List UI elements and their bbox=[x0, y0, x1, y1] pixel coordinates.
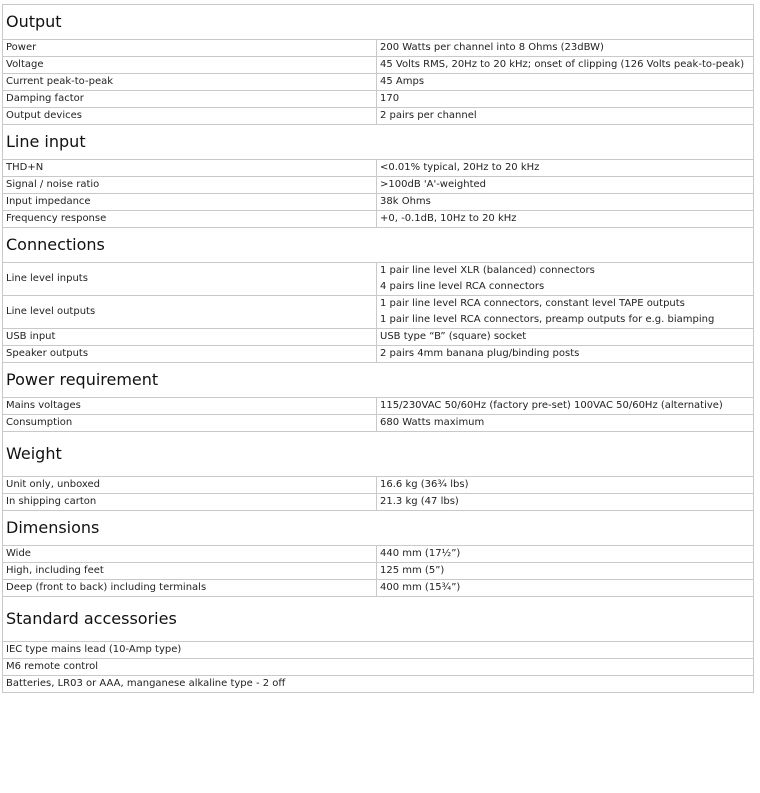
spec-value bbox=[377, 91, 754, 108]
spec-value-line: 45 Amps bbox=[380, 76, 425, 87]
spec-table bbox=[2, 4, 754, 693]
section-header bbox=[3, 597, 754, 642]
spec-row bbox=[3, 546, 754, 563]
spec-row bbox=[3, 263, 754, 296]
spec-value bbox=[377, 57, 754, 74]
section-title: Standard accessories bbox=[3, 597, 754, 642]
spec-value bbox=[377, 211, 754, 228]
spec-value-line: USB type “B” (square) socket bbox=[380, 331, 527, 342]
spec-value-line: 1 pair line level RCA connectors, preamp outputs for e.g. biamping bbox=[380, 314, 715, 325]
spec-value bbox=[377, 108, 754, 125]
spec-label: Speaker outputs bbox=[3, 346, 377, 363]
spec-row bbox=[3, 194, 754, 211]
section-header bbox=[3, 228, 754, 263]
section-title: Dimensions bbox=[3, 511, 754, 546]
accessory-item: M6 remote control bbox=[3, 659, 754, 676]
spec-label: Frequency response bbox=[3, 211, 377, 228]
spec-value bbox=[377, 74, 754, 91]
spec-row bbox=[3, 329, 754, 346]
spec-row bbox=[3, 296, 754, 329]
section-title: Weight bbox=[3, 432, 754, 477]
spec-row bbox=[3, 415, 754, 432]
accessory-row bbox=[3, 642, 754, 659]
accessory-row bbox=[3, 676, 754, 693]
spec-label: High, including feet bbox=[3, 563, 377, 580]
spec-label: Voltage bbox=[3, 57, 377, 74]
spec-row bbox=[3, 91, 754, 108]
spec-value bbox=[377, 329, 754, 346]
section-header bbox=[3, 432, 754, 477]
spec-value-line: 2 pairs per channel bbox=[380, 110, 477, 121]
spec-value-line: 45 Volts RMS, 20Hz to 20 kHz; onset of clipping (126 Volts peak-to-peak) bbox=[380, 59, 745, 70]
spec-value-line: 16.6 kg (36¾ lbs) bbox=[380, 479, 469, 490]
spec-label: Line level inputs bbox=[3, 263, 377, 296]
spec-label: Power bbox=[3, 40, 377, 57]
spec-label: Line level outputs bbox=[3, 296, 377, 329]
section-title: Power requirement bbox=[3, 363, 754, 398]
spec-value-line: 1 pair line level XLR (balanced) connectors bbox=[380, 265, 595, 276]
spec-value-line: 440 mm (17½”) bbox=[380, 548, 461, 559]
spec-value-line: <0.01% typical, 20Hz to 20 kHz bbox=[380, 162, 540, 173]
spec-value bbox=[377, 546, 754, 563]
spec-row bbox=[3, 580, 754, 597]
spec-label: Current peak-to-peak bbox=[3, 74, 377, 91]
accessory-item: Batteries, LR03 or AAA, manganese alkaline type - 2 off bbox=[3, 676, 754, 693]
accessory-row bbox=[3, 659, 754, 676]
spec-row bbox=[3, 74, 754, 91]
spec-row bbox=[3, 40, 754, 57]
spec-value bbox=[377, 398, 754, 415]
section-header bbox=[3, 125, 754, 160]
spec-value bbox=[377, 177, 754, 194]
section-header bbox=[3, 5, 754, 40]
spec-label: Unit only, unboxed bbox=[3, 477, 377, 494]
spec-row bbox=[3, 108, 754, 125]
spec-value bbox=[377, 40, 754, 57]
spec-row bbox=[3, 398, 754, 415]
spec-row bbox=[3, 211, 754, 228]
spec-value bbox=[377, 296, 754, 329]
spec-row bbox=[3, 477, 754, 494]
spec-value bbox=[377, 494, 754, 511]
spec-label: Wide bbox=[3, 546, 377, 563]
spec-row bbox=[3, 494, 754, 511]
spec-label: Consumption bbox=[3, 415, 377, 432]
spec-value-line: >100dB 'A'-weighted bbox=[380, 179, 487, 190]
spec-row bbox=[3, 346, 754, 363]
spec-label: Damping factor bbox=[3, 91, 377, 108]
spec-value bbox=[377, 563, 754, 580]
spec-value-line: 115/230VAC 50/60Hz (factory pre-set) 100VAC 50/60Hz (alternative) bbox=[380, 400, 723, 411]
section-title: Connections bbox=[3, 228, 754, 263]
spec-value-line: 21.3 kg (47 lbs) bbox=[380, 496, 459, 507]
spec-row bbox=[3, 177, 754, 194]
spec-value bbox=[377, 160, 754, 177]
spec-label: Deep (front to back) including terminals bbox=[3, 580, 377, 597]
section-title: Output bbox=[3, 5, 754, 40]
spec-value bbox=[377, 415, 754, 432]
spec-label: Mains voltages bbox=[3, 398, 377, 415]
spec-label: Output devices bbox=[3, 108, 377, 125]
accessory-item: IEC type mains lead (10-Amp type) bbox=[3, 642, 754, 659]
spec-value bbox=[377, 477, 754, 494]
section-title: Line input bbox=[3, 125, 754, 160]
spec-value-line: +0, -0.1dB, 10Hz to 20 kHz bbox=[380, 213, 517, 224]
spec-value-line: 1 pair line level RCA connectors, constant level TAPE outputs bbox=[380, 298, 685, 309]
spec-value bbox=[377, 580, 754, 597]
spec-row bbox=[3, 160, 754, 177]
spec-value-line: 200 Watts per channel into 8 Ohms (23dBW) bbox=[380, 42, 604, 53]
spec-label: In shipping carton bbox=[3, 494, 377, 511]
spec-value bbox=[377, 263, 754, 296]
spec-row bbox=[3, 57, 754, 74]
spec-value bbox=[377, 194, 754, 211]
spec-value-line: 680 Watts maximum bbox=[380, 417, 485, 428]
spec-label: Signal / noise ratio bbox=[3, 177, 377, 194]
spec-label: USB input bbox=[3, 329, 377, 346]
spec-value-line: 4 pairs line level RCA connectors bbox=[380, 281, 545, 292]
spec-value bbox=[377, 346, 754, 363]
spec-value-line: 2 pairs 4mm banana plug/binding posts bbox=[380, 348, 580, 359]
spec-value-line: 38k Ohms bbox=[380, 196, 431, 207]
section-header bbox=[3, 511, 754, 546]
spec-value-line: 170 bbox=[380, 93, 400, 104]
spec-label: Input impedance bbox=[3, 194, 377, 211]
spec-table-body bbox=[3, 5, 754, 693]
spec-label: THD+N bbox=[3, 160, 377, 177]
spec-value-line: 125 mm (5”) bbox=[380, 565, 445, 576]
spec-row bbox=[3, 563, 754, 580]
spec-value-line: 400 mm (15¾”) bbox=[380, 582, 461, 593]
section-header bbox=[3, 363, 754, 398]
